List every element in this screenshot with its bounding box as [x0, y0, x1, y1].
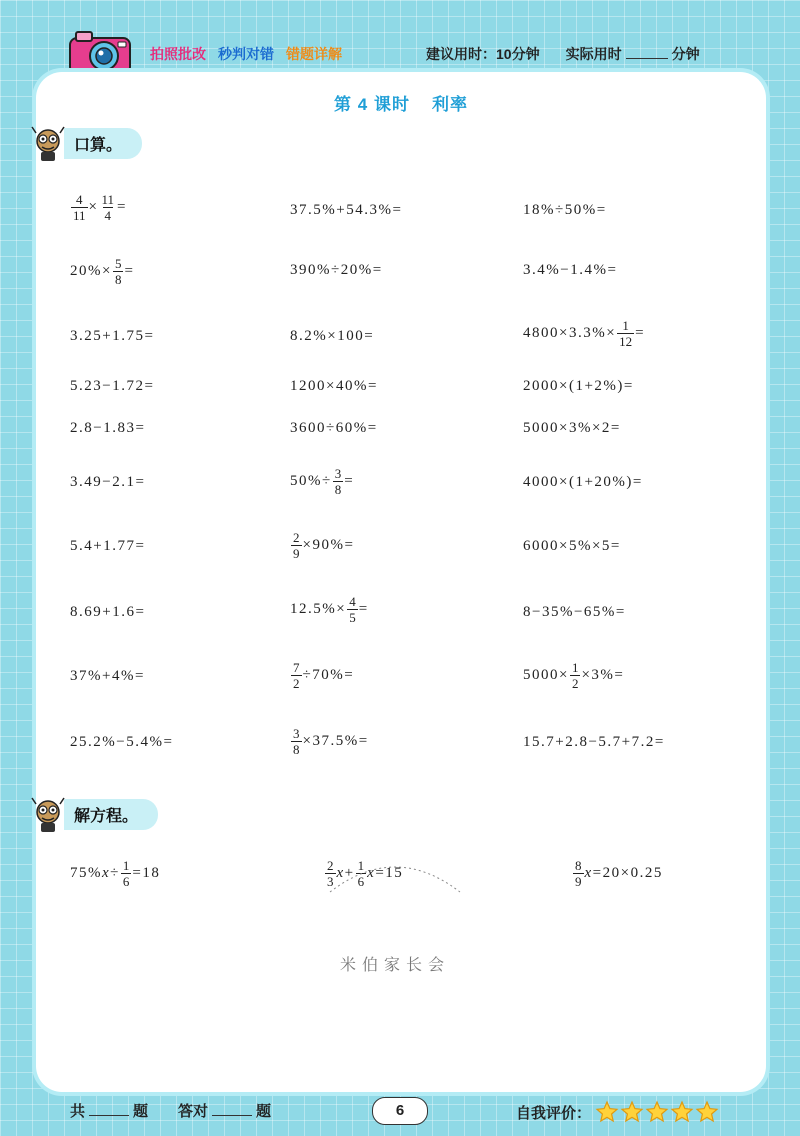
expression-tail: ×90%= — [302, 537, 355, 553]
expression-tail: =15 — [375, 865, 404, 881]
star-icon[interactable] — [695, 1100, 719, 1124]
fraction-numerator: 2 — [293, 530, 300, 545]
fraction-numerator: 5 — [114, 256, 122, 271]
fraction-denominator: 8 — [334, 482, 342, 497]
star-icon[interactable] — [620, 1100, 644, 1124]
fraction-denominator: 4 — [104, 208, 112, 223]
correct-unit: 题 — [256, 1103, 272, 1120]
fraction-numerator: 3 — [293, 726, 300, 741]
oral-r6c2 — [290, 466, 354, 497]
watermark-text: 米伯家长会 — [339, 955, 451, 974]
star-icon[interactable] — [595, 1100, 619, 1124]
actual-time-unit: 分钟 — [671, 46, 700, 62]
fraction-numerator: 4 — [349, 594, 356, 609]
total-label: 共 — [70, 1103, 86, 1120]
oral-r3c3 — [523, 318, 645, 349]
fraction-numerator: 1 — [122, 858, 130, 873]
star-icon[interactable] — [645, 1100, 669, 1124]
suggested-time: 建议用时：10分钟 — [426, 46, 540, 62]
expression-tail: =20×0.25 — [592, 865, 663, 881]
oral-r5c3: 5000×3%×2= — [523, 420, 621, 436]
total-unit: 题 — [133, 1103, 149, 1120]
fraction-denominator: 9 — [575, 874, 582, 889]
time-info — [426, 44, 700, 64]
variable-x: x — [367, 865, 376, 881]
section-oral-title: 口算。 — [64, 128, 142, 159]
oral-r8c1: 8.69+1.6= — [70, 604, 146, 620]
oral-r6c3: 4000×(1+20%)= — [523, 474, 643, 490]
fraction-numerator: 3 — [334, 466, 342, 481]
worksheet-paper — [36, 72, 766, 1092]
oral-r2c1 — [70, 256, 134, 287]
expression-head: 75% — [70, 865, 102, 881]
oral-r9c1: 37%+4%= — [70, 668, 145, 684]
fraction-denominator: 2 — [293, 676, 300, 691]
oral-r4c3: 2000×(1+2%)= — [523, 378, 634, 394]
fraction-numerator: 1 — [622, 318, 629, 333]
fraction-numerator: 4 — [76, 192, 83, 207]
expression-tail: =18 — [132, 865, 161, 881]
self-eval-label: 自我评价： — [516, 1104, 592, 1122]
actual-time-blank[interactable] — [626, 44, 668, 59]
fraction-numerator: 2 — [327, 858, 334, 873]
feature-tags — [150, 44, 354, 64]
oral-r7c3: 6000×5%×5= — [523, 538, 621, 554]
oral-r6c1: 3.49−2.1= — [70, 474, 146, 490]
fraction-denominator: 12 — [619, 334, 633, 349]
rating-stars[interactable] — [595, 1100, 720, 1124]
oral-r1c2: 37.5%+54.3%= — [290, 202, 403, 218]
oral-r9c2 — [290, 660, 354, 691]
variable-x: x — [584, 865, 593, 881]
oral-r4c2: 1200×40%= — [290, 378, 378, 394]
expression-head: 20%× — [70, 263, 112, 279]
fraction-denominator: 6 — [122, 874, 130, 889]
section-oral-header — [28, 128, 142, 158]
oral-r4c1: 5.23−1.72= — [70, 378, 155, 394]
mascot-icon — [28, 794, 68, 834]
correct-label: 答对 — [178, 1103, 209, 1120]
oral-r7c1: 5.4+1.77= — [70, 538, 146, 554]
oral-r3c1: 3.25+1.75= — [70, 328, 155, 344]
expression-head: 50%÷ — [290, 473, 332, 489]
equation-1 — [70, 858, 160, 889]
expression-tail: = — [124, 263, 135, 279]
fraction-denominator: 8 — [293, 742, 300, 757]
tag-instant-check: 秒判对错 — [218, 46, 274, 62]
operator: + — [344, 865, 355, 881]
oral-r8c2 — [290, 594, 369, 625]
fraction-denominator: 3 — [327, 874, 334, 889]
expression-tail: = — [635, 325, 646, 341]
equation-3 — [572, 858, 663, 889]
actual-time-label: 实际用时 — [565, 46, 622, 62]
expression-tail: ×37.5%= — [302, 733, 369, 749]
section-equations-title: 解方程。 — [64, 799, 158, 830]
total-blank[interactable] — [89, 1101, 129, 1116]
fraction-denominator: 6 — [357, 874, 365, 889]
expression-head: 5000× — [523, 667, 569, 683]
oral-r2c3: 3.4%−1.4%= — [523, 262, 618, 278]
self-evaluation — [516, 1100, 720, 1124]
mascot-icon — [28, 123, 68, 163]
star-icon[interactable] — [670, 1100, 694, 1124]
page-number: 6 — [372, 1097, 428, 1125]
oral-r10c2 — [290, 726, 369, 757]
oral-r3c2: 8.2%×100= — [290, 328, 375, 344]
expression-tail: = — [358, 601, 369, 617]
lesson-number: 第 4 课时 — [334, 95, 410, 114]
page-header — [0, 0, 800, 78]
oral-r7c2 — [290, 530, 354, 561]
oral-r5c2: 3600÷60%= — [290, 420, 378, 436]
variable-x: x — [102, 865, 111, 881]
score-summary — [70, 1100, 271, 1121]
expression-tail: ÷70%= — [302, 667, 355, 683]
fraction-denominator: 9 — [293, 546, 300, 561]
correct-blank[interactable] — [212, 1101, 252, 1116]
fraction-denominator: 5 — [349, 610, 356, 625]
oral-r2c2: 390%÷20%= — [290, 262, 383, 278]
lesson-title — [36, 90, 766, 115]
fraction-numerator: 7 — [293, 660, 300, 675]
tag-photo-grading: 拍照批改 — [150, 46, 206, 62]
equation-2 — [324, 858, 403, 889]
fraction-numerator: 11 — [101, 192, 115, 207]
expression-tail: = — [117, 199, 127, 215]
tag-error-explain: 错题详解 — [286, 46, 342, 62]
page-footer — [0, 1092, 800, 1136]
variable-x: x — [336, 865, 345, 881]
oral-r10c3: 15.7+2.8−5.7+7.2= — [523, 734, 665, 750]
fraction-denominator: 11 — [73, 208, 86, 223]
expression-head: 12.5%× — [290, 601, 347, 617]
operator: ÷ — [110, 865, 120, 881]
oral-r1c3: 18%÷50%= — [523, 202, 607, 218]
oral-r10c1: 25.2%−5.4%= — [70, 734, 174, 750]
fraction-denominator: 2 — [571, 676, 579, 691]
fraction-denominator: 8 — [114, 272, 122, 287]
expression-tail: ×3%= — [581, 667, 625, 683]
expression-head: 4800×3.3%× — [523, 325, 617, 341]
fraction-numerator: 8 — [575, 858, 582, 873]
oral-r1c1: $\frac{4}{11}$ × $\frac{11}{4}$ = — [73, 192, 127, 223]
fraction-numerator: 1 — [571, 660, 579, 675]
oral-r9c3 — [523, 660, 624, 691]
oral-r5c1: 2.8−1.83= — [70, 420, 146, 436]
fraction-numerator: 1 — [357, 858, 365, 873]
section-equations-header — [28, 799, 158, 829]
expression-tail: = — [344, 473, 355, 489]
camera-icon — [68, 30, 132, 76]
lesson-topic: 利率 — [431, 95, 468, 114]
oral-r8c3: 8−35%−65%= — [523, 604, 626, 620]
